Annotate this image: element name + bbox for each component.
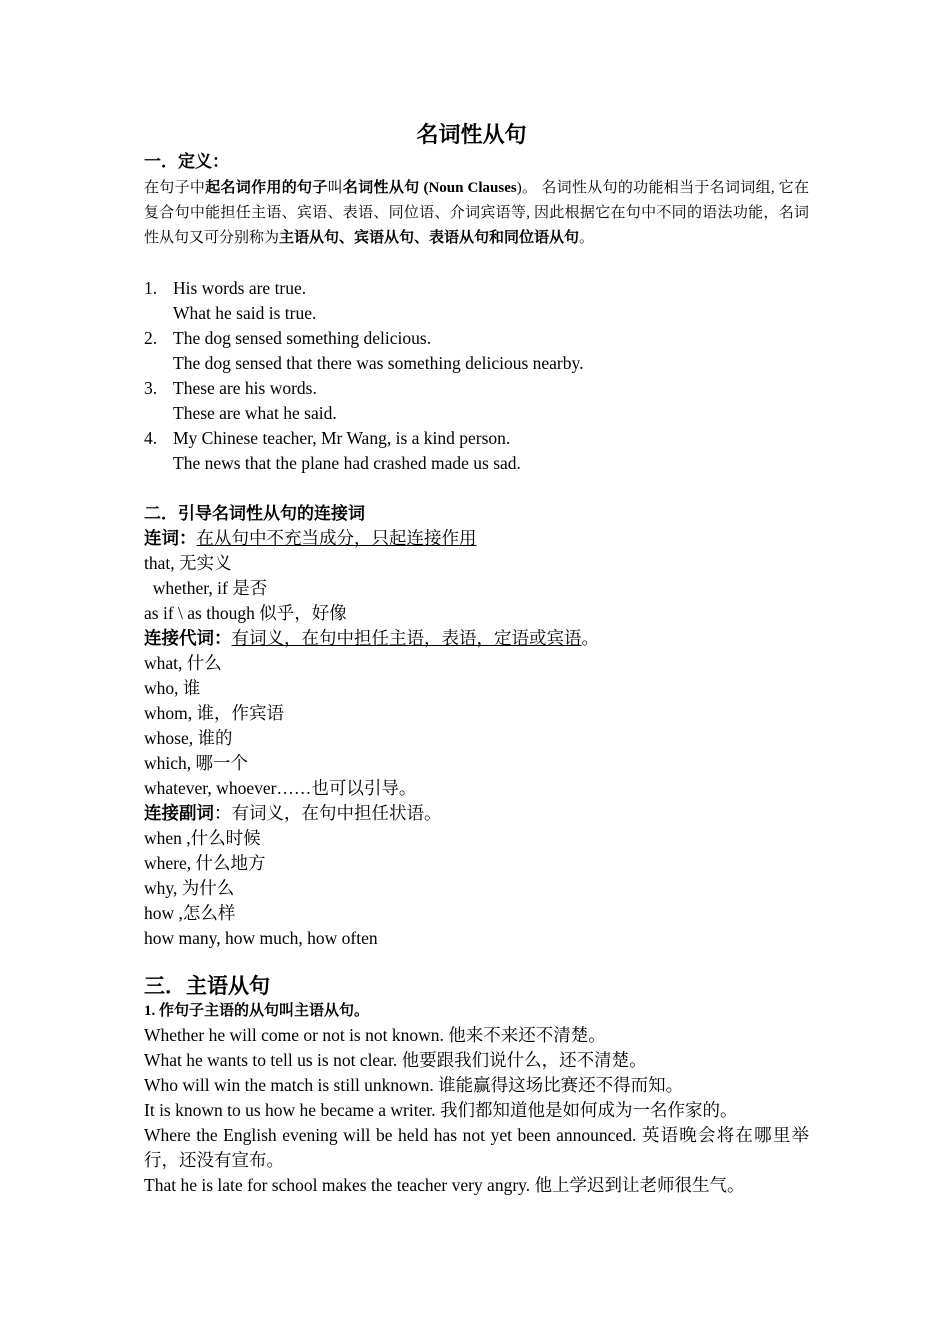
def-text-4: 。 xyxy=(579,230,595,246)
conjunction-heading xyxy=(144,526,809,551)
list-item: when ,什么时候 xyxy=(144,828,261,848)
document-content xyxy=(144,118,809,1198)
list-item: The dog sensed that there was something delicious nearby. xyxy=(173,353,584,373)
list-item xyxy=(144,426,809,451)
example-line: Where the English evening will be held has not yet been announced. 英语晚会将在哪里举行，还没有宣布。 xyxy=(144,1125,809,1170)
list-item xyxy=(144,326,809,351)
example-line: It is known to us how he became a writer. 我们都知道他是如何成为一名作家的。 xyxy=(144,1100,738,1120)
list-item: what, 什么 xyxy=(144,653,222,673)
example-list xyxy=(144,276,809,476)
item-number: 3. xyxy=(144,378,158,398)
pronoun-end: 。 xyxy=(581,628,599,648)
list-item: The news that the plane had crashed made us sad. xyxy=(173,453,521,473)
list-item: as if \ as though 似乎，好像 xyxy=(144,603,347,623)
list-item: whom, 谁，作宾语 xyxy=(144,703,284,723)
def-text-1: 在句子中 xyxy=(144,180,206,196)
list-item: whose, 谁的 xyxy=(144,728,233,748)
list-item: how ,怎么样 xyxy=(144,903,236,923)
def-bold-1: 起名词作用的句子 xyxy=(205,180,328,196)
item-number: 1. xyxy=(144,278,158,298)
def-bold-2: 名词性从句 (Noun Clauses xyxy=(342,180,517,196)
example-line: That he is late for school makes the teacher very angry. 他上学迟到让老师很生气。 xyxy=(144,1175,745,1195)
pronoun-heading xyxy=(144,626,809,651)
definition-paragraph xyxy=(144,176,809,251)
list-item: that, 无实义 xyxy=(144,553,232,573)
list-item: how many, how much, how often xyxy=(144,928,378,948)
list-item: who, 谁 xyxy=(144,678,201,698)
example-line: Who will win the match is still unknown. 谁能赢得这场比赛还不得而知。 xyxy=(144,1075,684,1095)
list-item: why, 为什么 xyxy=(144,878,235,898)
example-line: What he wants to tell us is not clear. 他要跟我们说什么，还不清楚。 xyxy=(144,1050,647,1070)
def-bold-3: 主语从句、宾语从句、表语从句和同位语从句 xyxy=(279,230,580,246)
list-item: which, 哪一个 xyxy=(144,753,249,773)
item-number: 4. xyxy=(144,428,158,448)
pronoun-label: 连接代词： xyxy=(144,628,232,648)
example-sentence: His words are true. xyxy=(173,278,307,298)
list-item: These are what he said. xyxy=(173,403,337,423)
adverb-heading xyxy=(144,801,809,826)
example-line: Whether he will come or not is not known. 他来不来还不清楚。 xyxy=(144,1025,606,1045)
adverb-desc: ：有词义，在句中担任状语。 xyxy=(214,803,442,823)
list-item: whatever, whoever……也可以引导。 xyxy=(144,778,417,798)
example-sentence: These are his words. xyxy=(173,378,317,398)
page-title: 名词性从句 xyxy=(416,122,527,147)
section-2-heading: 二．引导名词性从句的连接词 xyxy=(144,504,365,523)
list-item: where, 什么地方 xyxy=(144,853,266,873)
conjunction-label: 连词： xyxy=(144,528,197,548)
adverb-label: 连接副词 xyxy=(144,803,214,823)
list-item xyxy=(144,376,809,401)
example-sentence: My Chinese teacher, Mr Wang, is a kind person. xyxy=(173,428,511,448)
list-item: What he said is true. xyxy=(173,303,317,323)
pronoun-desc: 有词义，在句中担任主语，表语，定语或宾语 xyxy=(231,628,582,648)
def-text-2: 叫 xyxy=(327,180,343,196)
example-sentence: The dog sensed something delicious. xyxy=(173,328,432,348)
list-item xyxy=(144,276,809,301)
list-item: whether, if 是否 xyxy=(144,578,268,598)
section-1-heading: 一．定义： xyxy=(144,152,229,171)
item-number: 2. xyxy=(144,328,158,348)
section-3-subheading: 1. 作句子主语的从句叫主语从句。 xyxy=(144,1003,370,1019)
section-3-heading: 三．主语从句 xyxy=(144,974,270,998)
def-text-3: )。 名词性从句的功能相当于名词词组, 它在复合句中能担任主语、宾语、表语、同位语、介词宾语等, 因此根据它在句中不同的语法功能，名词性从句又可分别称为 xyxy=(144,180,809,246)
conjunction-desc: 在从句中不充当成分，只起连接作用 xyxy=(196,528,477,548)
